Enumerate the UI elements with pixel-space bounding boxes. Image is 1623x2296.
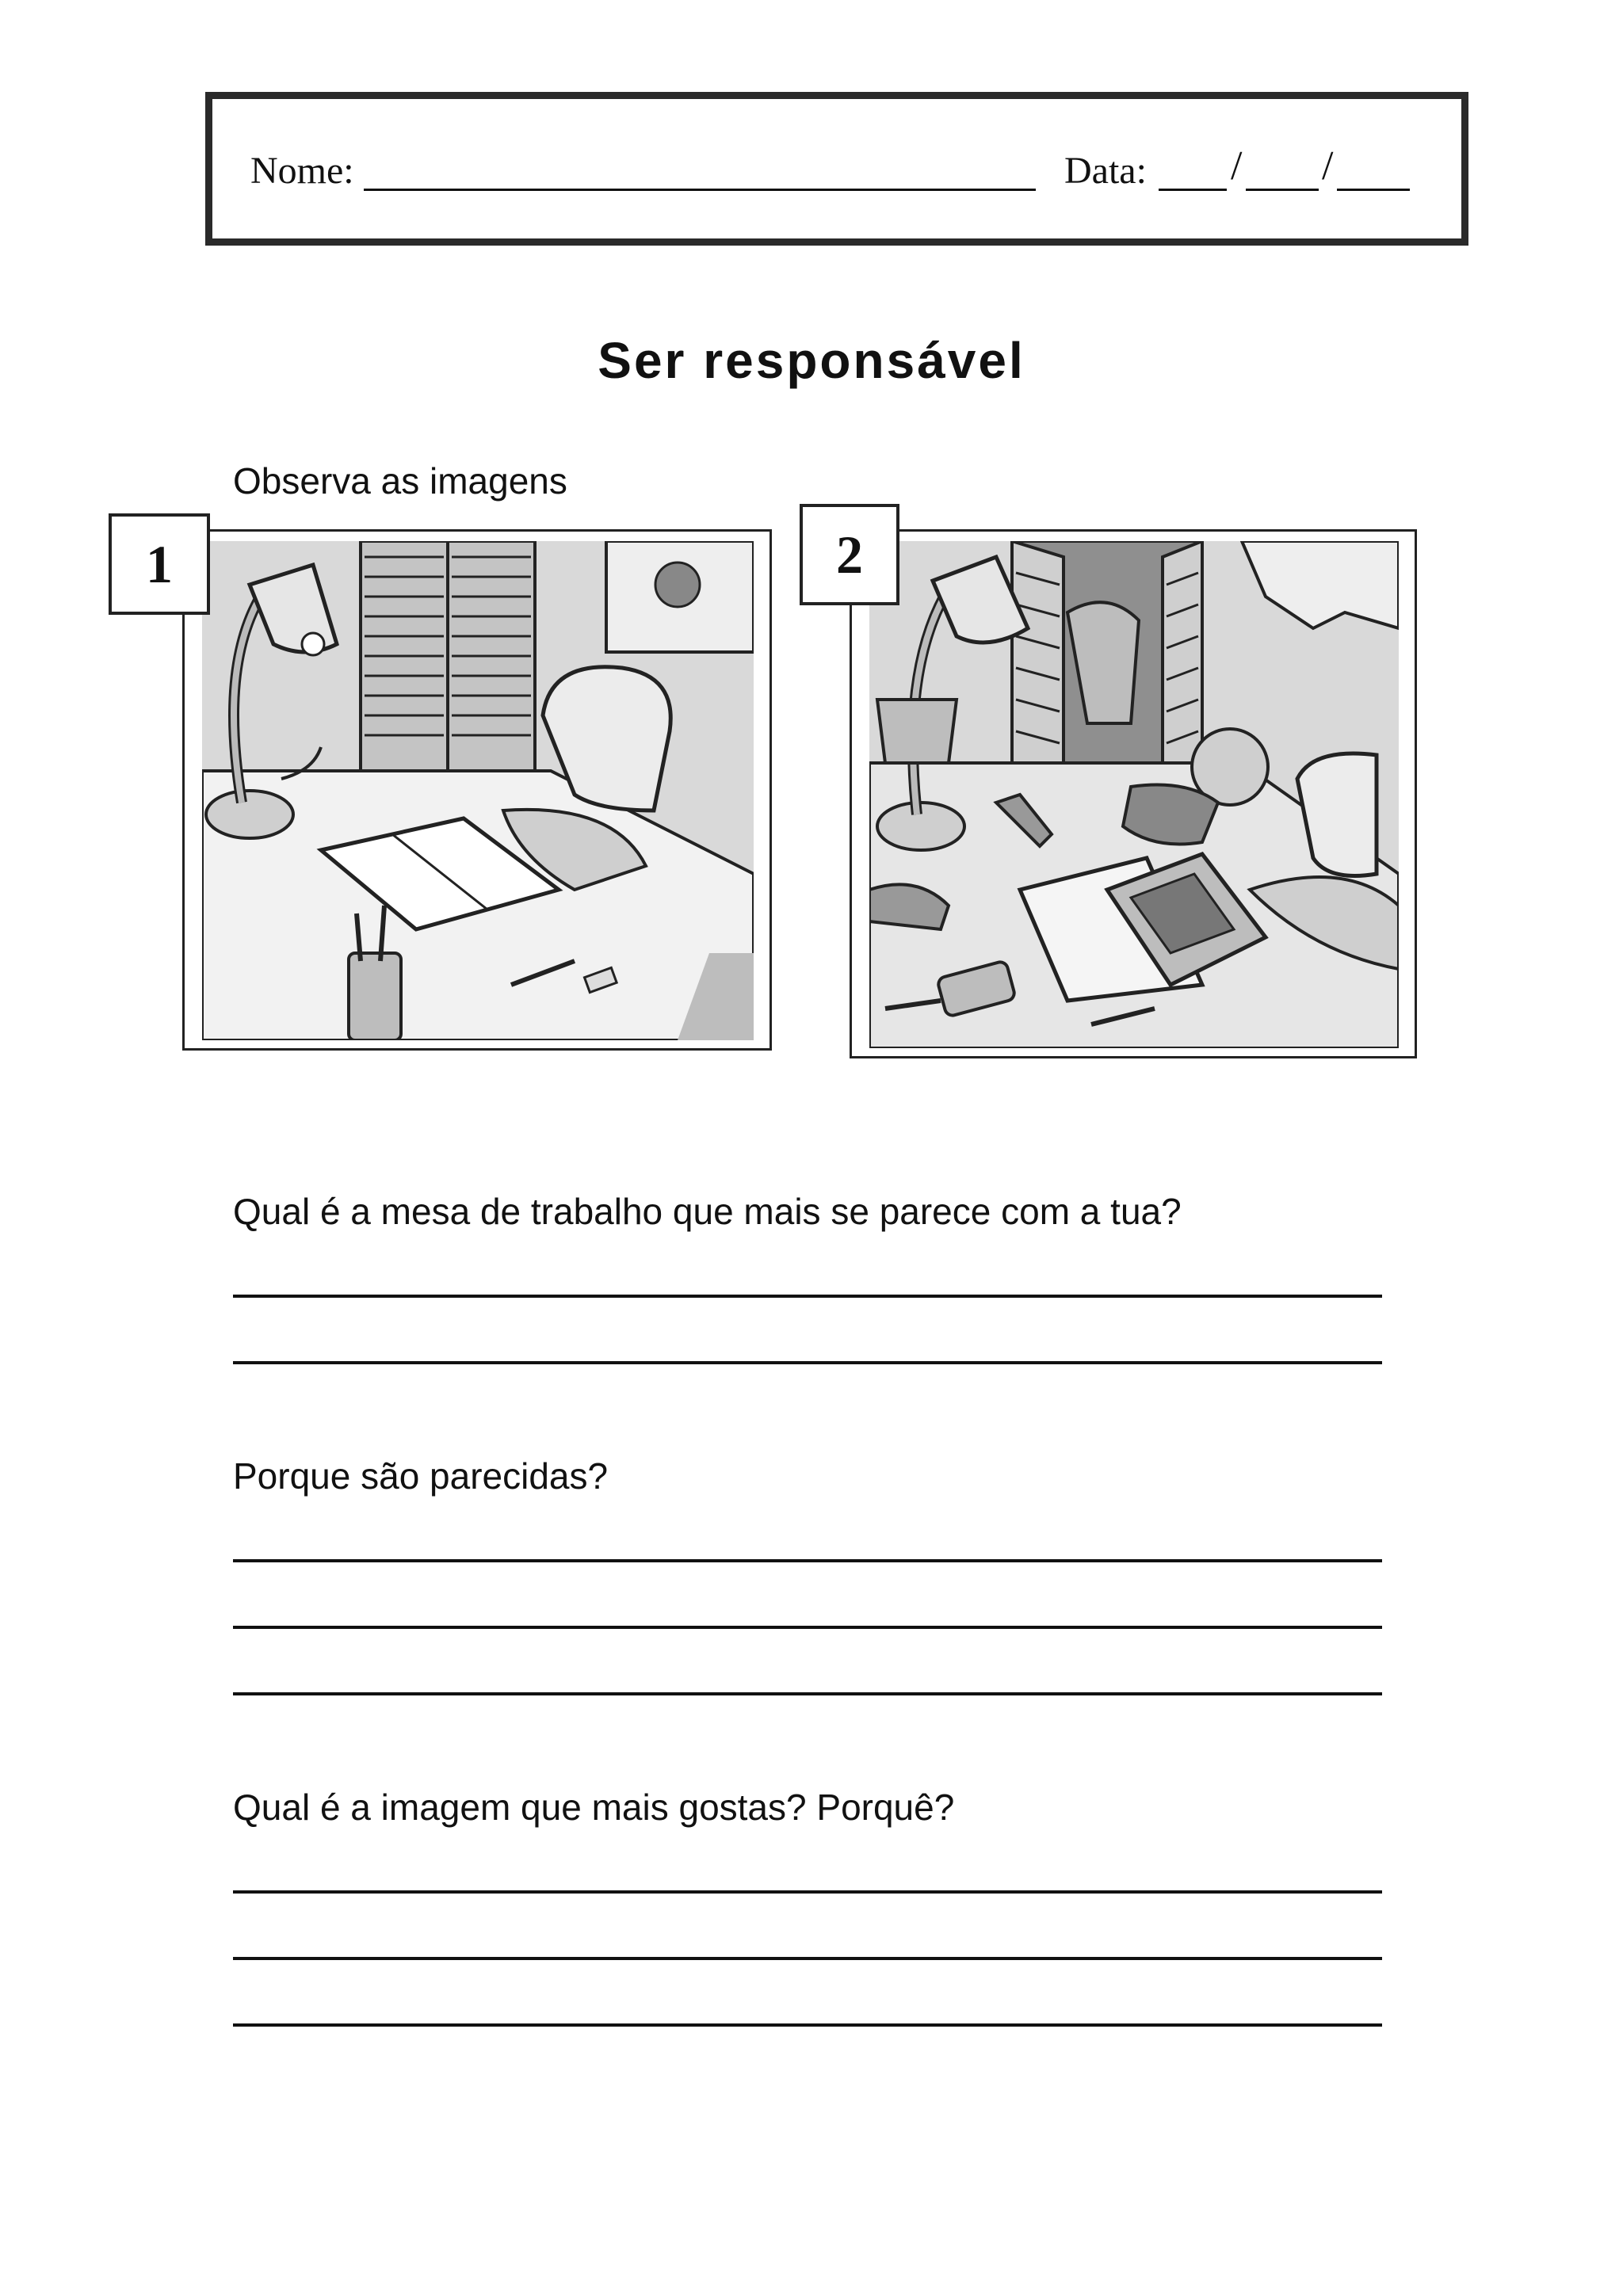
messy-desk-illustration bbox=[869, 541, 1399, 1048]
answer-line[interactable] bbox=[233, 1559, 1382, 1562]
picture-number-2: 2 bbox=[800, 504, 899, 605]
date-separator: / bbox=[1231, 143, 1243, 189]
answer-line[interactable] bbox=[233, 1890, 1382, 1894]
answer-line[interactable] bbox=[233, 1295, 1382, 1298]
picture-frame-2 bbox=[850, 529, 1417, 1058]
date-label: Data: bbox=[1064, 150, 1147, 192]
tidy-desk-illustration bbox=[202, 541, 754, 1040]
question-3: Qual é a imagem que mais gostas? Porquê? bbox=[233, 1787, 955, 1828]
answer-line[interactable] bbox=[233, 2023, 1382, 2027]
answer-line[interactable] bbox=[233, 1626, 1382, 1629]
answer-line[interactable] bbox=[233, 1957, 1382, 1960]
name-label: Nome: bbox=[250, 150, 354, 192]
question-1: Qual é a mesa de trabalho que mais se parece com a tua? bbox=[233, 1191, 1182, 1232]
instruction-text: Observa as imagens bbox=[233, 460, 567, 502]
answer-line[interactable] bbox=[233, 1692, 1382, 1695]
header-box bbox=[205, 92, 1468, 246]
question-2: Porque são parecidas? bbox=[233, 1455, 609, 1497]
answer-line[interactable] bbox=[233, 1361, 1382, 1364]
page-title: Ser responsável bbox=[598, 332, 1025, 389]
date-separator: / bbox=[1322, 143, 1334, 189]
date-month-field[interactable] bbox=[1246, 189, 1319, 191]
name-field[interactable] bbox=[364, 189, 1036, 191]
picture-frame-1 bbox=[182, 529, 772, 1051]
date-day-field[interactable] bbox=[1159, 189, 1227, 191]
date-year-field[interactable] bbox=[1337, 189, 1410, 191]
picture-number-1: 1 bbox=[109, 513, 210, 615]
